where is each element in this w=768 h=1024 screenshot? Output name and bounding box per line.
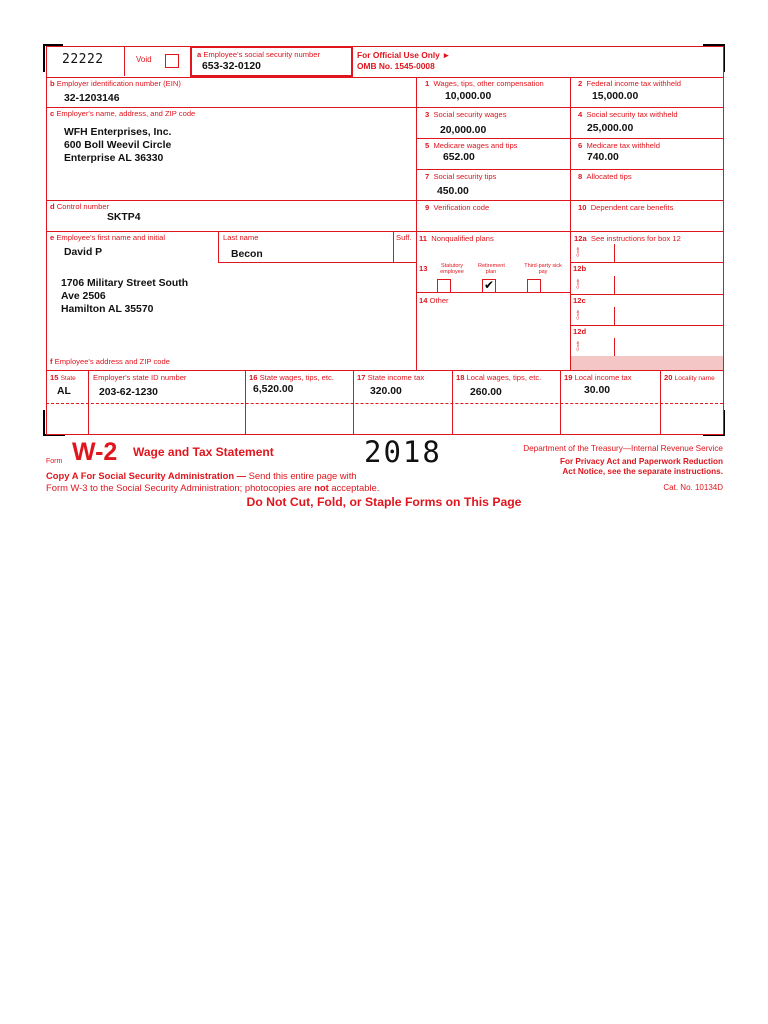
box-f-label: f Employee's address and ZIP code bbox=[50, 357, 170, 366]
check-icon: ✔ bbox=[484, 278, 495, 292]
box-3-label: 3 Social security wages bbox=[425, 110, 507, 119]
divider bbox=[614, 276, 615, 294]
divider bbox=[570, 262, 723, 263]
copy-a-line: Copy A For Social Security Administration — Send this entire page with bbox=[46, 470, 357, 481]
state-value: AL bbox=[57, 386, 71, 397]
employee-first-name: David P bbox=[64, 247, 103, 258]
privacy-line-2: Act Notice, see the separate instructions. bbox=[562, 467, 723, 476]
divider bbox=[416, 138, 723, 139]
form-code: 22222 bbox=[62, 52, 104, 67]
box-7-label: 7 Social security tips bbox=[425, 172, 497, 181]
box-d-label: d Control number bbox=[50, 202, 110, 211]
box-8-label: 8 Allocated tips bbox=[578, 172, 632, 181]
box-12-shaded bbox=[571, 356, 723, 370]
divider bbox=[416, 231, 723, 232]
divider bbox=[46, 200, 416, 201]
retirement-checkbox[interactable] bbox=[482, 279, 496, 293]
state-wages-value: 6,520.00 bbox=[253, 384, 294, 395]
box-b-label: b Employer identification number (EIN) bbox=[50, 79, 181, 88]
divider bbox=[124, 46, 125, 76]
form-border-top bbox=[46, 46, 723, 47]
ss-tax-value: 25,000.00 bbox=[587, 123, 634, 134]
divider bbox=[88, 370, 89, 434]
sick-pay-checkbox[interactable] bbox=[527, 279, 541, 293]
employer-ein: 32-1203146 bbox=[64, 93, 120, 104]
form-border-left bbox=[46, 46, 47, 434]
divider bbox=[218, 262, 416, 263]
divider bbox=[416, 107, 723, 108]
box-c-label: c Employer's name, address, and ZIP code bbox=[50, 109, 196, 118]
employee-apt: Ave 2506 bbox=[61, 291, 106, 302]
copy-a-line-2: Form W-3 to the Social Security Administration; photocopies are not acceptable. bbox=[46, 482, 380, 493]
state-id-value: 203-62-1230 bbox=[99, 387, 158, 398]
form-name: W-2 bbox=[72, 438, 118, 466]
divider bbox=[416, 169, 723, 170]
ss-tips-value: 450.00 bbox=[437, 186, 469, 197]
box-20-label: 20 Locality name bbox=[664, 373, 715, 382]
catalog-number: Cat. No. 10134D bbox=[663, 483, 723, 492]
suffix-label: Suff. bbox=[396, 233, 412, 242]
divider bbox=[46, 77, 723, 78]
employee-city: Hamilton AL 35570 bbox=[61, 304, 154, 315]
ssn-box bbox=[190, 46, 353, 77]
divider bbox=[614, 307, 615, 325]
box-19-label: 19 Local income tax bbox=[564, 373, 632, 382]
form-border-right bbox=[723, 46, 724, 434]
box-5-label: 5 Medicare wages and tips bbox=[425, 141, 518, 150]
employer-street: 600 Boll Weevil Circle bbox=[64, 140, 172, 151]
divider bbox=[614, 338, 615, 356]
box-12a-label: 12a See instructions for box 12 bbox=[574, 234, 681, 243]
crop-mark bbox=[43, 410, 45, 436]
omb-number: OMB No. 1545-0008 bbox=[357, 61, 435, 71]
employee-last-name: Becon bbox=[231, 249, 263, 260]
divider bbox=[614, 244, 615, 262]
divider bbox=[46, 231, 416, 232]
form-title: Wage and Tax Statement bbox=[133, 445, 274, 459]
state-id-label: Employer's state ID number bbox=[93, 373, 187, 382]
divider bbox=[560, 370, 561, 434]
divider bbox=[46, 107, 416, 108]
box-e-label: e Employee's first name and initial bbox=[50, 233, 166, 242]
federal-tax-value: 15,000.00 bbox=[592, 91, 639, 102]
box-16-label: 16 State wages, tips, etc. bbox=[249, 373, 334, 382]
box-11-label: 11 Nonqualified plans bbox=[419, 234, 494, 243]
box-12b-label: 12b bbox=[573, 264, 587, 273]
code-label: Code bbox=[575, 279, 580, 289]
box-12c-label: 12c bbox=[573, 296, 586, 305]
box-15-label: 15 State bbox=[50, 373, 76, 382]
employer-city: Enterprise AL 36330 bbox=[64, 153, 164, 164]
box-1-label: 1 Wages, tips, other compensation bbox=[425, 79, 544, 88]
void-label: Void bbox=[136, 55, 152, 64]
state-tax-value: 320.00 bbox=[370, 386, 402, 397]
box-13-label: 13 bbox=[419, 264, 428, 273]
do-not-cut-warning: Do Not Cut, Fold, or Staple Forms on This Page bbox=[246, 495, 522, 509]
crop-mark bbox=[43, 44, 45, 72]
ssn-label: a Employee's social security number bbox=[197, 50, 321, 59]
void-checkbox[interactable] bbox=[165, 54, 179, 68]
ssn-value: 653-32-0120 bbox=[202, 61, 261, 72]
employee-street: 1706 Military Street South bbox=[61, 278, 189, 289]
divider bbox=[46, 370, 723, 371]
medicare-wages-value: 652.00 bbox=[443, 152, 475, 163]
tax-year: 2018 bbox=[364, 435, 442, 469]
divider bbox=[570, 77, 571, 370]
code-label: Code bbox=[575, 247, 580, 257]
divider bbox=[393, 231, 394, 262]
divider bbox=[46, 403, 723, 404]
box-10-label: 10 Dependent care benefits bbox=[578, 203, 674, 212]
official-use: For Official Use Only ► bbox=[357, 50, 451, 60]
code-label: Code bbox=[575, 310, 580, 320]
divider bbox=[570, 294, 723, 295]
form-word: Form bbox=[46, 458, 63, 465]
box-4-label: 4 Social security tax withheld bbox=[578, 110, 678, 119]
box-14-label: 14 Other bbox=[419, 296, 449, 305]
divider bbox=[416, 77, 417, 370]
divider bbox=[452, 370, 453, 434]
divider bbox=[218, 231, 219, 262]
employer-name: WFH Enterprises, Inc. bbox=[64, 127, 172, 138]
department: Department of the Treasury—Internal Revenue Service bbox=[523, 444, 723, 453]
local-wages-value: 260.00 bbox=[470, 387, 502, 398]
divider bbox=[245, 370, 246, 434]
code-label: Code bbox=[575, 341, 580, 351]
wages-value: 10,000.00 bbox=[445, 91, 492, 102]
box-18-label: 18 Local wages, tips, etc. bbox=[456, 373, 542, 382]
statutory-label: Statutory employee bbox=[440, 263, 464, 275]
box-17-label: 17 State income tax bbox=[357, 373, 425, 382]
medicare-tax-value: 740.00 bbox=[587, 152, 619, 163]
local-tax-value: 30.00 bbox=[584, 385, 611, 396]
divider bbox=[416, 200, 723, 201]
divider bbox=[570, 325, 723, 326]
control-number: SKTP4 bbox=[107, 212, 141, 223]
statutory-checkbox[interactable] bbox=[437, 279, 451, 293]
divider bbox=[353, 370, 354, 434]
divider bbox=[660, 370, 661, 434]
last-name-label: Last name bbox=[223, 233, 259, 242]
privacy-line-1: For Privacy Act and Paperwork Reduction bbox=[559, 457, 723, 466]
box-6-label: 6 Medicare tax withheld bbox=[578, 141, 660, 150]
box-2-label: 2 Federal income tax withheld bbox=[578, 79, 682, 88]
ss-wages-value: 20,000.00 bbox=[440, 125, 487, 136]
box-12d-label: 12d bbox=[573, 327, 587, 336]
box-9-label: 9 Verification code bbox=[425, 203, 490, 212]
retirement-label: Retirement plan bbox=[478, 263, 505, 275]
sick-pay-label: Third-party sick pay bbox=[524, 263, 562, 275]
